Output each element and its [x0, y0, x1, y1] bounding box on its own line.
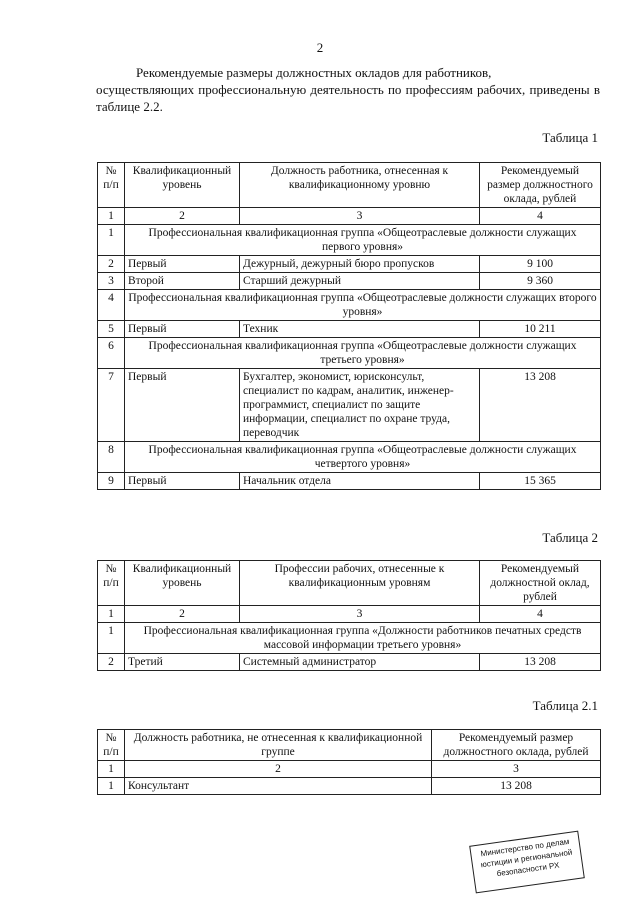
position-name: Консультант	[125, 778, 432, 795]
table-2	[97, 560, 601, 671]
column-number: 2	[125, 761, 432, 778]
page-number: 2	[316, 40, 324, 55]
salary-value: 9 360	[480, 273, 601, 290]
group-title: Профессиональная квалификационная группа «Общеотраслевые должности служащих четвертого уровня»	[125, 442, 601, 473]
salary-value: 13 208	[480, 654, 601, 671]
column-header: Квалификационный уровень	[125, 163, 240, 208]
position-name: Системный администратор	[240, 654, 480, 671]
column-header: № п/п	[98, 730, 125, 761]
table-row	[98, 369, 601, 442]
row-number: 8	[98, 442, 125, 473]
column-number: 1	[98, 208, 125, 225]
column-number-row	[98, 761, 601, 778]
row-number: 7	[98, 369, 125, 442]
row-number: 6	[98, 338, 125, 369]
column-header: Рекомендуемый должностной оклад, рублей	[480, 561, 601, 606]
table-row	[98, 473, 601, 490]
position-name: Дежурный, дежурный бюро пропусков	[240, 256, 480, 273]
salary-value: 13 208	[480, 369, 601, 442]
row-number: 1	[98, 623, 125, 654]
column-header: Должность работника, не отнесенная к квалификационной группе	[125, 730, 432, 761]
intro-paragraph	[96, 64, 600, 115]
row-number: 3	[98, 273, 125, 290]
header-row	[98, 561, 601, 606]
column-number-row	[98, 208, 601, 225]
table-row	[98, 321, 601, 338]
table-row	[98, 778, 601, 795]
column-number: 1	[98, 606, 125, 623]
qualification-level: Второй	[125, 273, 240, 290]
column-number: 3	[240, 606, 480, 623]
column-header: Профессии рабочих, отнесенные к квалификационным уровням	[240, 561, 480, 606]
row-number: 1	[98, 778, 125, 795]
table-2-body	[98, 561, 601, 671]
column-number: 4	[480, 606, 601, 623]
position-name: Техник	[240, 321, 480, 338]
registration-stamp: Министерство по делам юстиции и региональной безопасности РХ	[469, 831, 585, 894]
row-number: 9	[98, 473, 125, 490]
column-number: 2	[125, 606, 240, 623]
column-number-row	[98, 606, 601, 623]
row-number: 2	[98, 654, 125, 671]
group-row	[98, 338, 601, 369]
intro-rest: осуществляющих профессиональную деятельность по профессиям рабочих, приведены в таблице 2.2.	[96, 82, 600, 114]
table-3	[97, 729, 601, 795]
table-3-body	[98, 730, 601, 795]
table-row	[98, 273, 601, 290]
column-header: Квалификационный уровень	[125, 561, 240, 606]
group-row	[98, 623, 601, 654]
table-1	[97, 162, 601, 490]
salary-value: 10 211	[480, 321, 601, 338]
position-name: Бухгалтер, экономист, юрисконсульт, специалист по кадрам, аналитик, инженер-программист, специалист по защите информации, специалист по охране труда, переводчик	[240, 369, 480, 442]
column-number: 3	[432, 761, 601, 778]
table-1-body	[98, 163, 601, 490]
row-number: 1	[98, 225, 125, 256]
column-header: Рекомендуемый размер должностного оклада, рублей	[480, 163, 601, 208]
column-number: 4	[480, 208, 601, 225]
column-header: № п/п	[98, 561, 125, 606]
position-name: Начальник отдела	[240, 473, 480, 490]
header-row	[98, 163, 601, 208]
column-header: Рекомендуемый размер должностного оклада, рублей	[432, 730, 601, 761]
group-title: Профессиональная квалификационная группа «Общеотраслевые должности служащих третьего уровня»	[125, 338, 601, 369]
column-number: 3	[240, 208, 480, 225]
salary-value: 15 365	[480, 473, 601, 490]
qualification-level: Третий	[125, 654, 240, 671]
group-row	[98, 225, 601, 256]
group-title: Профессиональная квалификационная группа «Общеотраслевые должности служащих первого уровня»	[125, 225, 601, 256]
qualification-level: Первый	[125, 369, 240, 442]
qualification-level: Первый	[125, 473, 240, 490]
table3-caption: Таблица 2.1	[532, 698, 598, 713]
intro-line-1: Рекомендуемые размеры должностных окладов для работников,	[136, 65, 492, 80]
column-header: Должность работника, отнесенная к квалификационному уровню	[240, 163, 480, 208]
salary-value: 9 100	[480, 256, 601, 273]
qualification-level: Первый	[125, 256, 240, 273]
row-number: 5	[98, 321, 125, 338]
row-number: 2	[98, 256, 125, 273]
position-name: Старший дежурный	[240, 273, 480, 290]
table1-caption: Таблица 1	[542, 130, 598, 145]
table-row	[98, 256, 601, 273]
table-row	[98, 654, 601, 671]
header-row	[98, 730, 601, 761]
group-title: Профессиональная квалификационная группа «Общеотраслевые должности служащих второго уровня»	[125, 290, 601, 321]
column-number: 2	[125, 208, 240, 225]
row-number: 4	[98, 290, 125, 321]
qualification-level: Первый	[125, 321, 240, 338]
salary-value: 13 208	[432, 778, 601, 795]
table2-caption: Таблица 2	[542, 530, 598, 545]
group-title: Профессиональная квалификационная группа «Должности работников печатных средств массовой информации третьего уровня»	[125, 623, 601, 654]
column-header: № п/п	[98, 163, 125, 208]
group-row	[98, 442, 601, 473]
column-number: 1	[98, 761, 125, 778]
group-row	[98, 290, 601, 321]
